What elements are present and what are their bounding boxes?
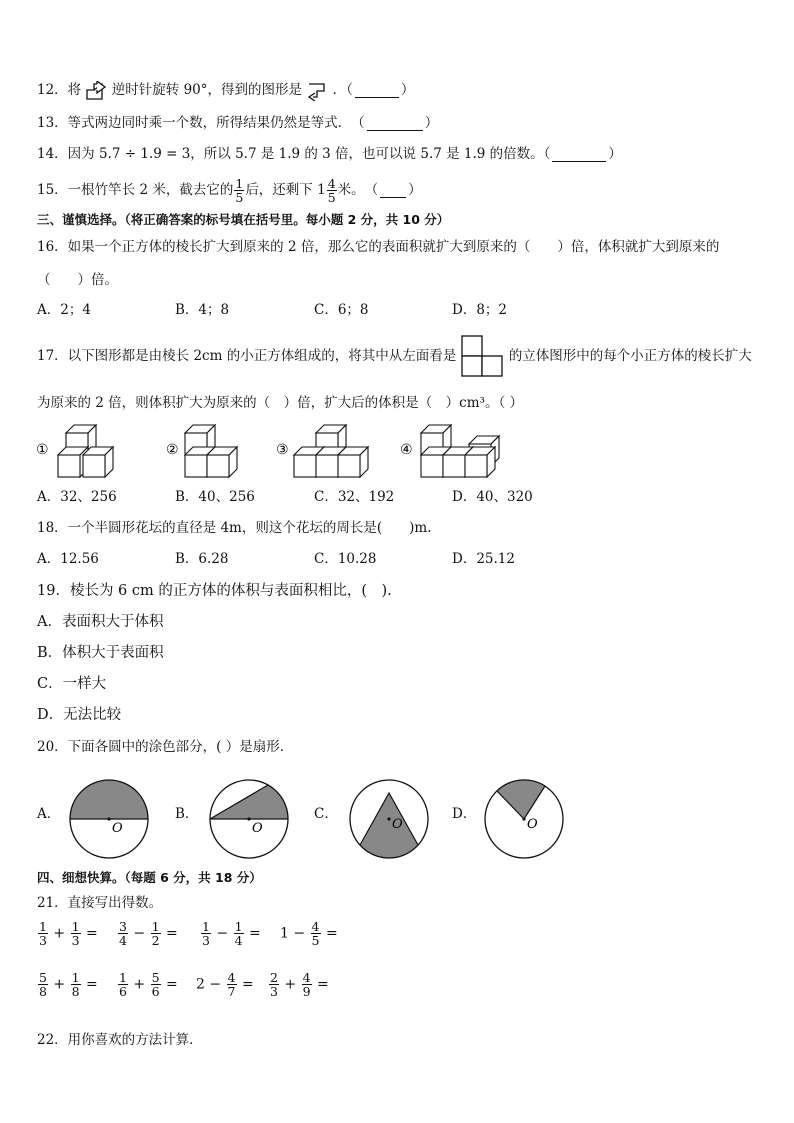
calc-item: $\frac{3}{4}$ − $\frac{1}{2}$ = — [119, 919, 178, 948]
center-label: O — [527, 817, 538, 832]
option-b[interactable]: B．40、256 — [175, 489, 255, 505]
section-3-heading: 三、谨慎选择。（将正确答案的标号填在括号里。每小题 2 分，共 10 分） — [37, 212, 450, 227]
option-a[interactable]: A．2；4 — [37, 302, 91, 318]
circle-option-c[interactable] — [346, 776, 432, 862]
cube-figures — [36, 422, 556, 478]
calc-item: 2 − $\frac{4}{7}$ = — [196, 970, 254, 999]
option-a[interactable]: A．32、256 — [37, 489, 117, 505]
circle-option-a[interactable] — [66, 776, 152, 862]
option-c[interactable]: C．10.28 — [314, 551, 377, 567]
fraction: $\frac{4}{5}$ — [327, 176, 336, 205]
arrow-shape-original-icon — [85, 81, 107, 101]
option-c[interactable]: C．一样大 — [37, 676, 107, 692]
question-22: 22．用你喜欢的方法计算． — [37, 1032, 203, 1048]
q12-middle: 逆时针旋转 90°，得到的图形是 — [111, 82, 303, 98]
question-15: 15．一根竹竿长 2 米，截去它的 $\frac{1}{5}$ 后，还剩下 1 $\frac{4}{5}$ 米。 （ ） — [37, 176, 422, 205]
answer-blank[interactable] — [552, 147, 606, 162]
figure-label-2: ② — [166, 442, 179, 458]
calc-item: $\frac{1}{3}$ + $\frac{1}{3}$ = — [39, 919, 98, 948]
option-d[interactable]: D．无法比较 — [37, 707, 122, 723]
section-4-heading: 四、细想快算。（每题 6 分，共 18 分） — [37, 870, 262, 885]
question-12: 12．将 逆时针旋转 90°，得到的图形是 ．（ ） — [37, 80, 414, 101]
left-view-shape-icon — [461, 335, 505, 379]
answer-blank[interactable] — [355, 83, 399, 98]
question-17-line2: 为原来的 2 倍，则体积扩大为原来的（ ）倍，扩大后的体积是（ ）cm³。（ ） — [37, 395, 523, 411]
answer-blank[interactable] — [367, 116, 423, 131]
figure-label-1: ① — [36, 442, 49, 458]
option-b[interactable]: B．体积大于表面积 — [37, 645, 164, 661]
question-21: 21．直接写出得数。 — [37, 895, 163, 911]
calc-item: $\frac{1}{6}$ + $\frac{5}{6}$ = — [119, 970, 178, 999]
option-c[interactable]: C． — [314, 806, 338, 822]
q12-number: 12．将 — [37, 82, 82, 98]
arrow-shape-rotated-icon — [306, 81, 328, 101]
option-d[interactable]: D．25.12 — [452, 551, 515, 567]
center-label: O — [112, 821, 123, 836]
figure-1 — [58, 425, 113, 477]
calc-item: $\frac{5}{8}$ + $\frac{1}{8}$ = — [39, 970, 98, 999]
question-16-line1: 16．如果一个正方体的棱长扩大到原来的 2 倍，那么它的表面积就扩大到原来的（ ）倍，体积就扩大到原来的 — [37, 239, 720, 255]
figure-3 — [294, 425, 368, 477]
figure-label-4: ④ — [400, 442, 413, 458]
fraction: $\frac{1}{5}$ — [235, 176, 244, 205]
question-14: 14．因为 5.7 ÷ 1.9 = 3，所以 5.7 是 1.9 的 3 倍，也可以说 5.7 是 1.9 的倍数。（ ） — [37, 146, 622, 162]
option-c[interactable]: C．32、192 — [314, 489, 395, 505]
center-label: O — [392, 817, 403, 832]
question-17-line1: 17．以下图形都是由棱长 2cm 的小正方体组成的，将其中从左面看是 的立体图形中的每个小正方体的棱长扩大 — [37, 346, 752, 367]
question-16-line2: （ ）倍。 — [37, 272, 118, 288]
option-a[interactable]: A．表面积大于体积 — [37, 614, 164, 630]
option-c[interactable]: C．6；8 — [314, 302, 369, 318]
option-d[interactable]: D．40、320 — [452, 489, 533, 505]
calc-item: $\frac{1}{3}$ − $\frac{1}{4}$ = — [202, 919, 261, 948]
calc-item: $\frac{2}{3}$ + $\frac{4}{9}$ = — [270, 970, 329, 999]
option-d[interactable]: D．8；2 — [452, 302, 508, 318]
question-20: 20．下面各圆中的涂色部分，( ）是扇形． — [37, 739, 294, 755]
option-b[interactable]: B． — [175, 806, 199, 822]
figure-label-3: ③ — [276, 442, 289, 458]
circle-option-d[interactable] — [481, 776, 567, 862]
option-d[interactable]: D． — [452, 806, 477, 822]
figure-4 — [421, 425, 499, 477]
answer-blank[interactable] — [380, 183, 406, 198]
circle-option-b[interactable] — [206, 776, 292, 862]
calc-item: 1 − $\frac{4}{5}$ = — [280, 919, 338, 948]
question-19: 19．棱长为 6 cm 的正方体的体积与表面积相比，( ). — [37, 583, 392, 599]
question-18: 18．一个半圆形花坛的直径是 4m，则这个花坛的周长是( )m. — [37, 520, 432, 536]
question-13: 13．等式两边同时乘一个数，所得结果仍然是等式． （ ） — [37, 115, 439, 131]
option-a[interactable]: A．12.56 — [37, 551, 99, 567]
center-label: O — [252, 821, 263, 836]
figure-2 — [185, 425, 237, 477]
option-b[interactable]: B．4；8 — [175, 302, 230, 318]
option-a[interactable]: A． — [37, 806, 61, 822]
option-b[interactable]: B．6.28 — [175, 551, 229, 567]
